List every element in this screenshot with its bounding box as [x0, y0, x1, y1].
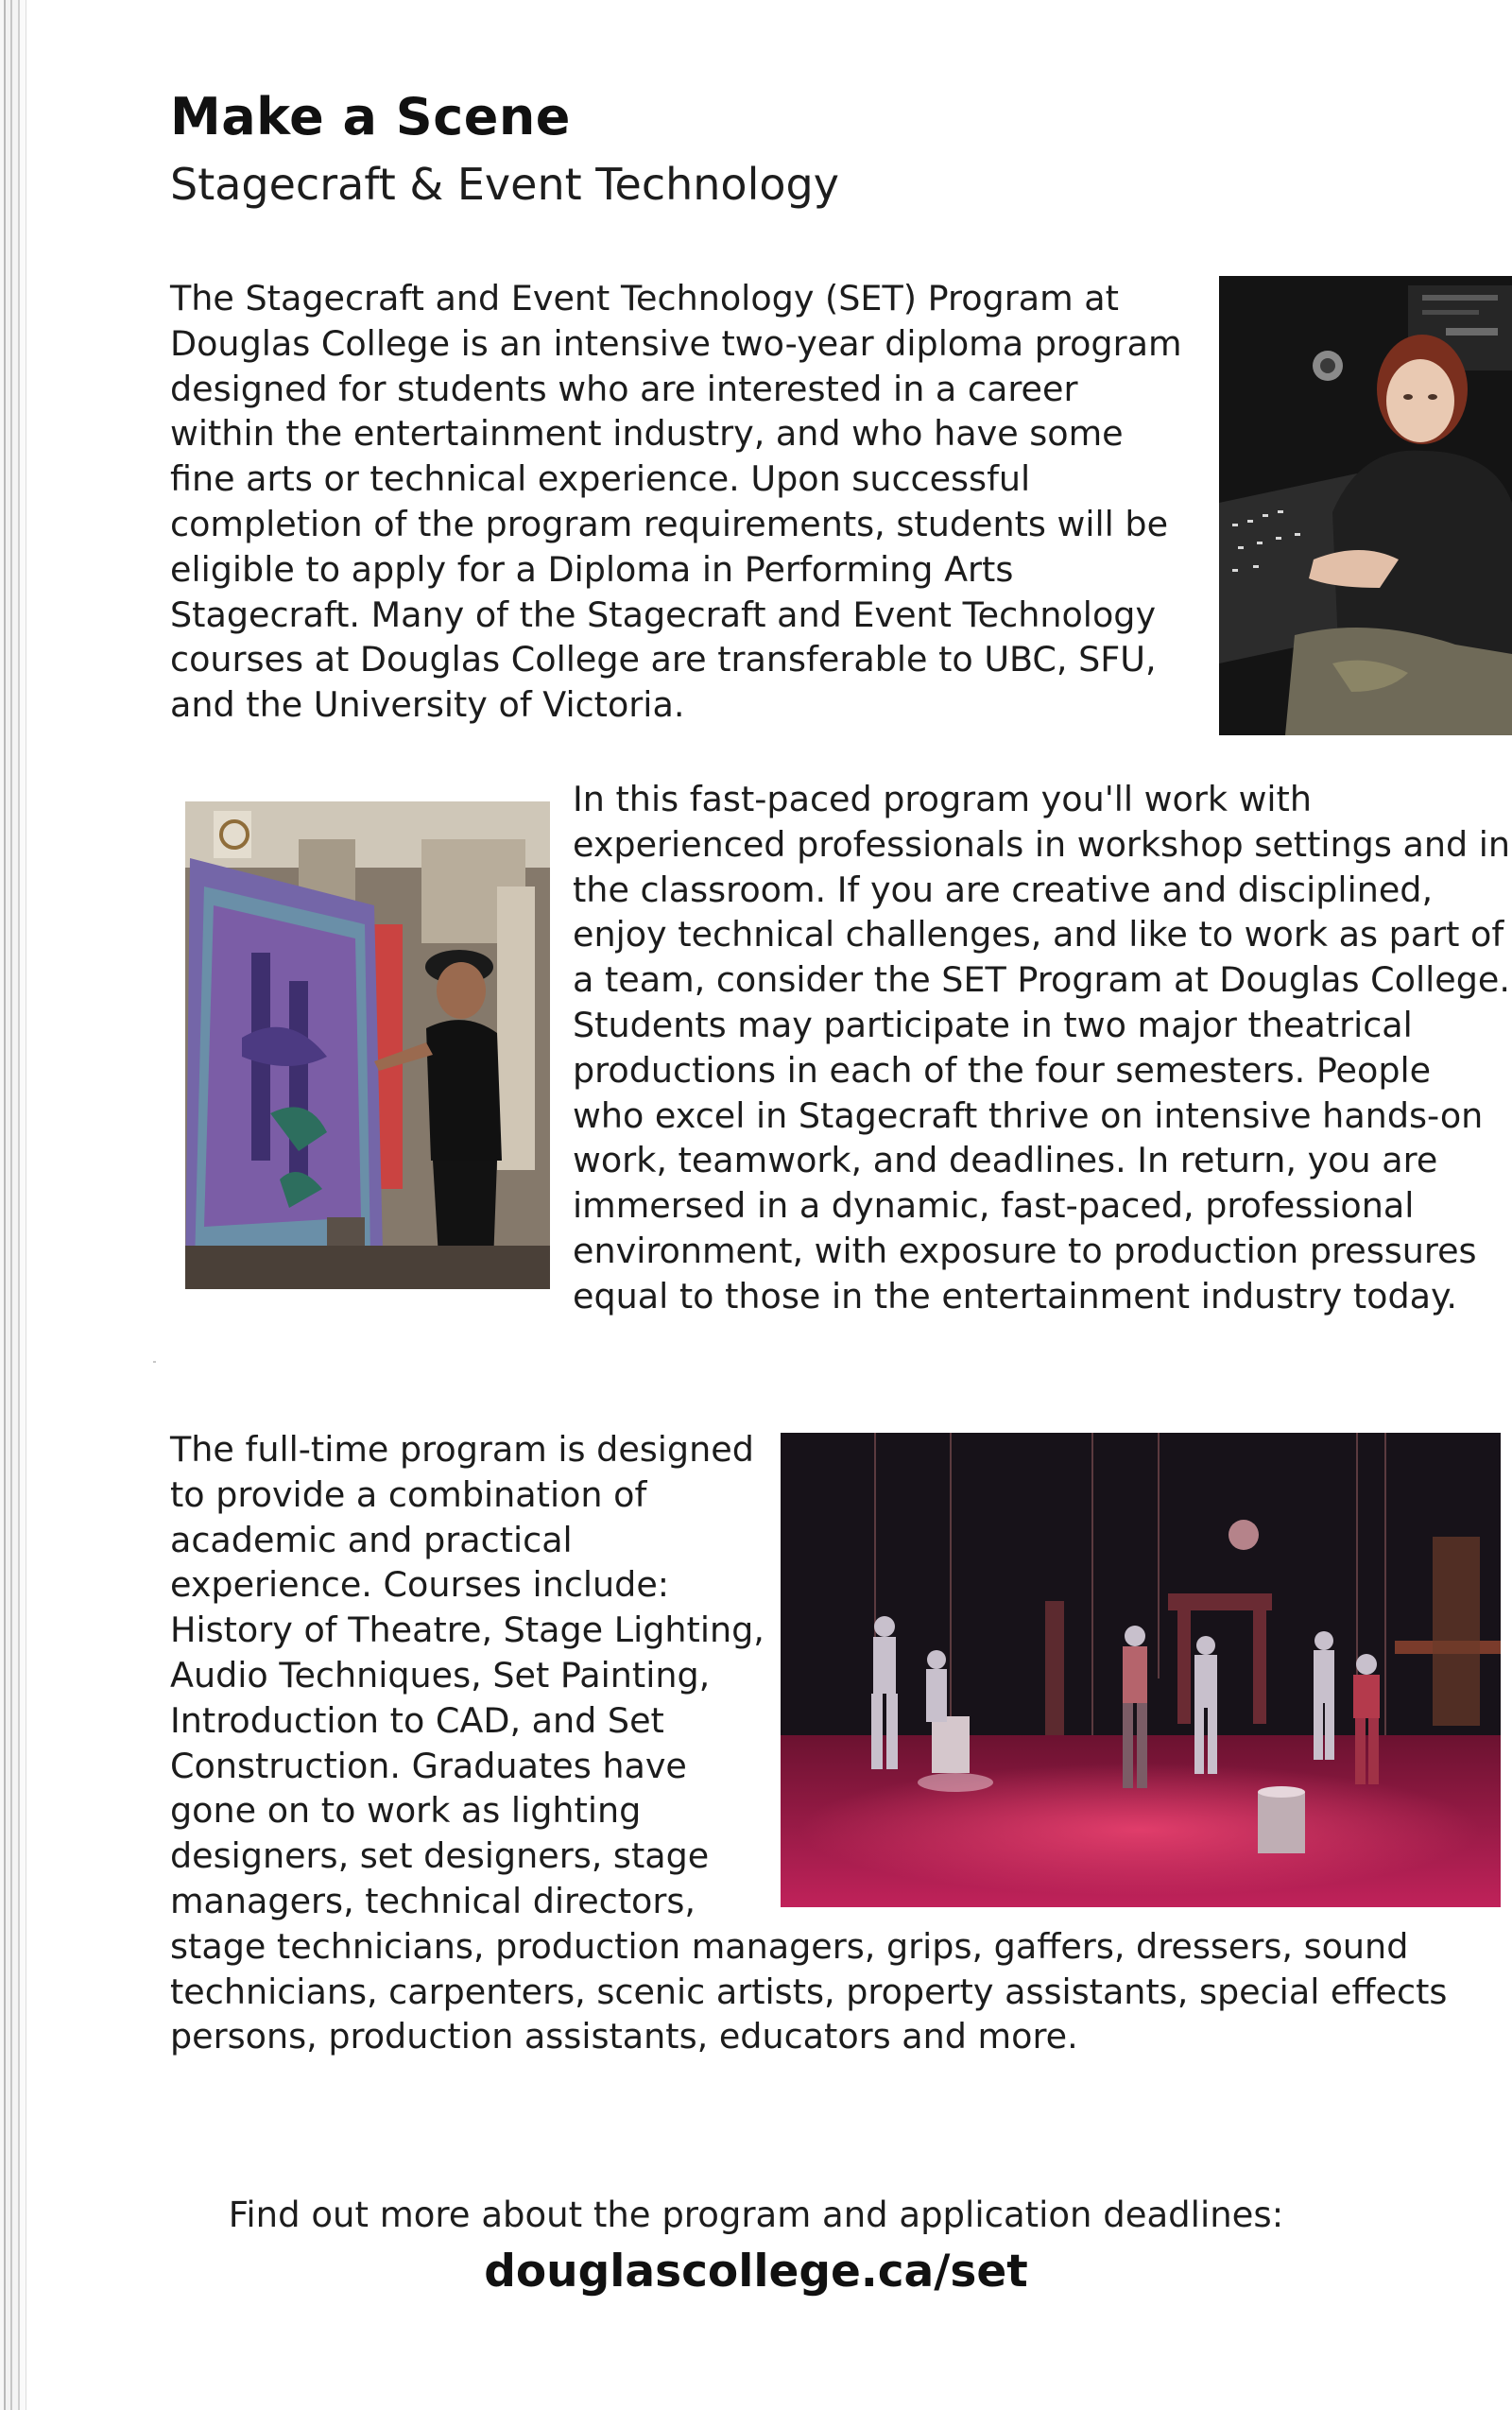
scan-speck	[153, 1361, 156, 1363]
paint-photo-spacer	[170, 777, 573, 1278]
cta-text: Find out more about the program and application deadlines:	[228, 2195, 1284, 2235]
full-time-paragraph	[170, 1427, 1512, 2059]
fast-paced-paragraph	[170, 777, 1512, 1319]
page-subtitle: Stagecraft & Event Technology	[170, 159, 839, 210]
program-website-link[interactable]: douglascollege.ca/set	[484, 2246, 1028, 2298]
binding-edge	[0, 0, 32, 2410]
stage-photo-spacer	[765, 1427, 1512, 1909]
fast-paced-text: In this fast-paced program you'll work with experienced professionals in workshop settings and in the classroom. If you are creative and disciplined, enjoy technical challenges, and like to work as part of a team, consider the SET Program at Douglas College. Students may participate in two major theatrical productions in each of the four semesters. People who excel in Stagecraft thrive on intensive hands-on work, teamwork, and deadlines. In return, you are immersed in a dynamic, fast-paced, professional environment, with exposure to production pressures equal to those in the entertainment industry today.	[573, 779, 1511, 1317]
page-title: Make a Scene	[170, 87, 571, 146]
sound-console-photo	[1219, 276, 1512, 735]
intro-paragraph: The Stagecraft and Event Technology (SET) Program at Douglas College is an intensive two-year diploma program designed for students who are interested in a career within the entertainment industry, and who have some fine arts or technical experience. Upon successful completion of the program requirements, students will be eligible to apply for a Diploma in Performing Arts Stagecraft. Many of the Stagecraft and Event Technology courses at Douglas College are transferable to UBC, SFU, and the University of Victoria.	[170, 278, 1182, 726]
full-time-text: The full-time program is designed to provide a combination of academic and practical experience. Courses include: History of Theatre, Stage Lighting, Audio Techniques, Set Painting, Introduction to CAD, and Set Construction. Graduates have gone on to work as lighting designers, set designers, stage managers, technical directors, stage technicians, production managers, grips, gaffers, dressers, sound technicians, carpenters, scenic artists, property assistants, special effects persons, production assistants, educators and more.	[170, 1429, 1448, 2057]
